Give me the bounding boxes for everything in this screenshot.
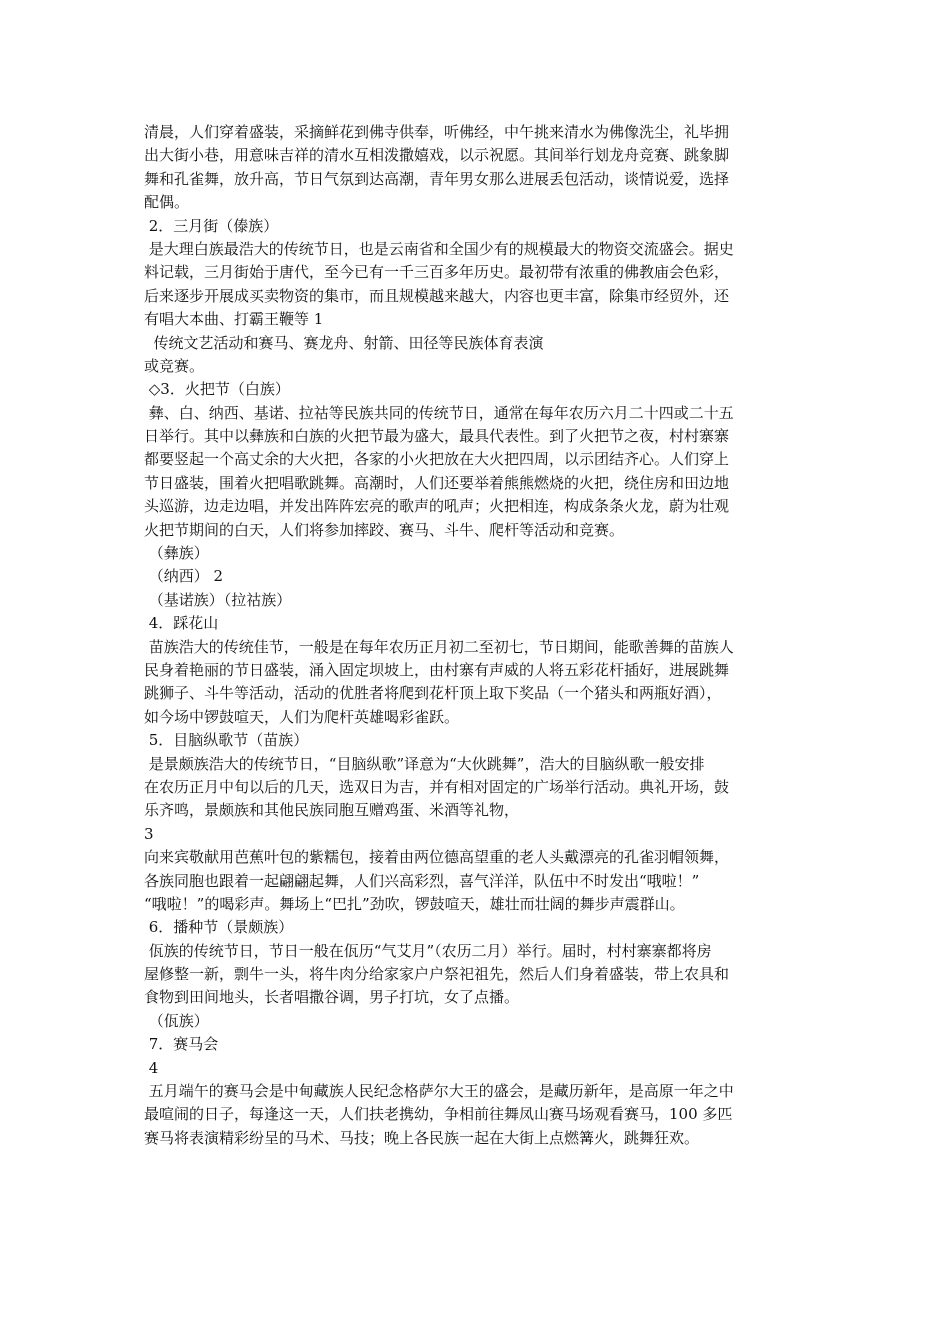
text-line: （纳西） 2 [144, 567, 224, 586]
text-line: 食物到田间地头，长者唱撒谷调，男子打坑，女了点播。 [144, 988, 520, 1007]
text-line: 清晨，人们穿着盛装，采摘鲜花到佛寺供奉，听佛经，中午挑来清水为佛像洗尘，礼毕拥 [144, 123, 730, 141]
section-heading: 4．踩花山 [144, 614, 219, 633]
document-page [144, 121, 808, 1150]
text-line: 赛马将表演精彩纷呈的马术、马技；晚上各民族一起在大街上点燃篝火，跳舞狂欢。 [144, 1128, 700, 1147]
text-line: 日举行。其中以彝族和白族的火把节最为盛大，最具代表性。到了火把节之夜，村村寨寨 [144, 427, 730, 446]
section-heading: 6．播种节（景颇族） [144, 918, 294, 937]
text-line: 料记载，三月街始于唐代，至今已有一千三百多年历史。最初带有浓重的佛教庙会色彩， [144, 263, 730, 282]
text-line: （佤族） [144, 1011, 209, 1030]
page-number: 3 [144, 824, 154, 843]
section-heading: ◇3．火把节（白族） [144, 380, 290, 399]
text-line: 或竞赛。 [144, 356, 205, 375]
text-line: 配偶。 [144, 193, 190, 212]
text-line: 最喧闹的日子，每逢这一天，人们扶老携幼，争相前往舞凤山赛马场观看赛马，100 多匹 [144, 1105, 733, 1124]
text-line: 苗族浩大的传统佳节，一般是在每年农历正月初二至初七，节日期间，能歌善舞的苗族人 [144, 637, 734, 656]
text-line: 五月端午的赛马会是中甸藏族人民纪念格萨尔大王的盛会，是藏历新年，是高原一年之中 [144, 1082, 734, 1101]
text-line: 是景颇族浩大的传统节日，“目脑纵歌”译意为“大伙跳舞”，浩大的目脑纵歌一般安排 [144, 754, 705, 773]
text-line: （基诺族）（拉祜族） [144, 590, 292, 609]
page-number: 4 [144, 1058, 159, 1077]
text-line: 传统文艺活动和赛马、赛龙舟、射箭、田径等民族体育表演 [144, 333, 544, 352]
text-line: 向来宾敬献用芭蕉叶包的紫糯包，接着由两位德高望重的老人头戴漂亮的孔雀羽帽领舞， [144, 848, 730, 867]
text-line: 舞和孔雀舞，放升高，节日气氛到达高潮，青年男女那么进展丢包活动，谈情说爱，选择 [144, 169, 730, 188]
text-line: 火把节期间的白天，人们将参加摔跤、赛马、斗牛、爬杆等活动和竞赛。 [144, 520, 625, 539]
text-line: 跳狮子、斗牛等活动，活动的优胜者将爬到花杆顶上取下奖品（一个猪头和两瓶好酒）， [144, 684, 722, 703]
text-line: 是大理白族最浩大的传统节日，也是云南省和全国少有的规模最大的物资交流盛会。据史 [144, 239, 734, 258]
text-line: 都要竖起一个高丈余的大火把，各家的小火把放在大火把四周，以示团结齐心。人们穿上 [144, 450, 730, 469]
text-line: 在农历正月中旬以后的几天，选双日为吉，并有相对固定的广场举行活动。典礼开场，鼓 [144, 777, 730, 796]
text-line: 乐齐鸣，景颇族和其他民族同胞互赠鸡蛋、米酒等礼物， [144, 801, 520, 820]
text-line: 头巡游，边走边唱，并发出阵阵宏亮的歌声的吼声；火把相连，构成条条火龙，蔚为壮观 [144, 497, 730, 516]
text-line: 各族同胞也跟着一起翩翩起舞，人们兴高彩烈，喜气洋洋，队伍中不时发出“哦啦！” [144, 871, 700, 890]
text-line: 屋修整一新，剽牛一头，将牛肉分给家家户户祭祀祖先，然后人们身着盛装，带上农具和 [144, 965, 730, 984]
section-heading: 7．赛马会 [144, 1035, 219, 1054]
text-line: 如今场中锣鼓喧天，人们为爬杆英雄喝彩雀跃。 [144, 707, 460, 726]
text-line: 民身着艳丽的节日盛装，涌入固定坝坡上，由村寨有声威的人将五彩花杆插好，进展跳舞 [144, 660, 730, 679]
text-line: 有唱大本曲、打霸王鞭等 1 [144, 310, 324, 329]
text-line: 后来逐步开展成买卖物资的集市，而且规模越来越大，内容也更丰富，除集市经贸外，还 [144, 286, 730, 305]
section-heading: 5．目脑纵歌节（苗族） [144, 731, 309, 750]
section-heading: 2．三月街（傣族） [144, 216, 279, 235]
text-line: 佤族的传统节日，节日一般在佤历“气艾月”（农历二月）举行。届时，村村寨寨都将房 [144, 941, 712, 960]
text-line: “哦啦！”的喝彩声。舞场上“巴扎”劲吹，锣鼓喧天，雄壮而壮阔的舞步声震群山。 [144, 894, 685, 913]
text-line: 彝、白、纳西、基诺、拉祜等民族共同的传统节日，通常在每年农历六月二十四或二十五 [144, 403, 734, 422]
text-line: 出大街小巷，用意味吉祥的清水互相泼撒嬉戏，以示祝愿。其间举行划龙舟竞赛、跳象脚 [144, 146, 730, 165]
text-line: （彝族） [144, 544, 209, 563]
text-line: 节日盛装，围着火把唱歌跳舞。高潮时，人们还要举着熊熊燃烧的火把，绕住房和田边地 [144, 473, 730, 492]
